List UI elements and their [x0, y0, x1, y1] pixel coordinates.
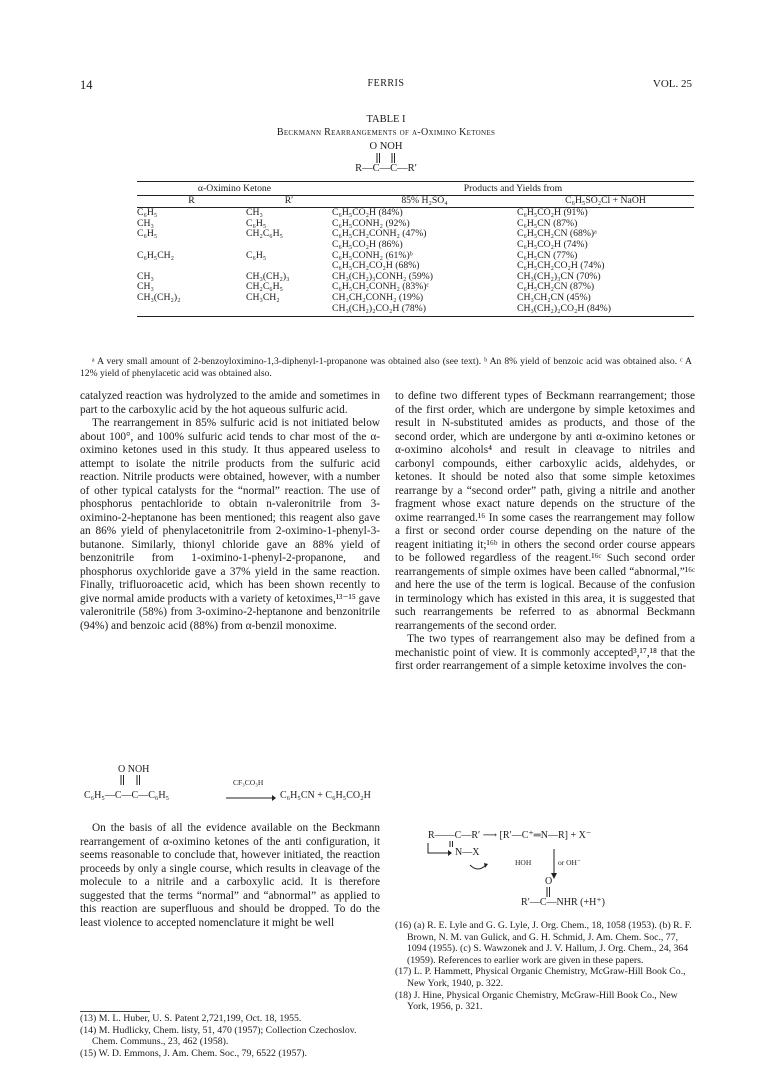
table-row: [137, 293, 694, 304]
table-cell: C₆H₅CH₂CONH₂ (83%)ᶜ: [332, 281, 429, 293]
structure-bottom: R—C—C—R′: [355, 163, 417, 174]
scheme-line-2: N—X: [455, 847, 480, 858]
table-cell: C₆H₅CH₂CONH₂ (47%): [332, 228, 427, 240]
table-footnote: ᵃ A very small amount of 2-benzoyloximino-1,3-diphenyl-1-propanone was obtained also (see text). ᵇ An 8% yield of benzoic acid was obtained also. ᶜ A 12% yield of phenylacetic acid was obtained also.: [80, 356, 692, 379]
table-cell: C₆H₅CH₂CO₂H (68%): [332, 260, 420, 272]
reference-13: (13) M. L. Huber, U. S. Patent 2,721,199, Oct. 18, 1955.: [80, 1013, 302, 1024]
right-paragraph-2: The two types of rearrangement also may be defined from a mechanistic point of view. It is commonly accepted³,¹⁷,¹⁸ that the first order rearrangement of a simple ketoxime involves the con-: [395, 633, 695, 672]
table-row: [137, 229, 694, 240]
table-cell: CH₃CH₂: [246, 291, 280, 303]
table-cell: C₆H₅CO₂H (91%): [517, 207, 588, 219]
col-header-h2so4: 85% H₂SO₄: [332, 195, 517, 208]
table-cell: CH₃: [137, 270, 154, 282]
table-cell: C₆H₅CO₂H (86%): [332, 238, 403, 250]
table-cell: C₆H₅CH₂: [137, 249, 175, 261]
equation-reactant: C₆H₅—C—C—C₆H₅: [84, 790, 170, 801]
scheme-line-1: R——C—R′ ⟶ [R′—C⁺═N—R] + X⁻: [428, 830, 592, 841]
table-caption: TABLE I: [366, 114, 406, 125]
table-title: Beckmann Rearrangements of α-Oximino Ketones: [276, 127, 496, 138]
col-header-r: R: [137, 195, 246, 208]
footnote-rule-left: [80, 1011, 150, 1012]
reference-16: (16) (a) R. E. Lyle and G. G. Lyle, J. Org. Chem., 18, 1058 (1953). (b) R. F. Brown, N. M. van Gulick, and G. H. Schmid, J. Am. Chem. Soc., 77, 1094 (1955). (c) S. Wawzonek and J. V. Hallum, J. Org. Chem., 24, 364 (1959). References to earlier work are given in these papers.: [395, 920, 692, 966]
table-cell: C₆H₅CONH₂ (92%): [332, 217, 410, 229]
left-column-continued: [80, 822, 380, 930]
table-cell: [246, 304, 332, 317]
table-cell: C₆H₅CO₂H (74%): [517, 238, 588, 250]
table-cell: C₆H₅CONH₂ (61%)ᵇ: [332, 249, 413, 261]
running-author: FERRIS: [367, 78, 405, 89]
right-references: [395, 920, 695, 1013]
page-number: 14: [80, 78, 93, 92]
scheme-arrows-icon: [424, 841, 564, 881]
table-cell: CH₃(CH₂)₃CONH₂ (59%): [332, 270, 433, 282]
table-cell: C₆H₅CO₂H (84%): [332, 207, 403, 219]
table-cell: CH₃: [137, 281, 154, 293]
table-cell: CH₂C₆H₅: [246, 228, 284, 240]
reference-15: (15) W. D. Emmons, J. Am. Chem. Soc., 79, 6522 (1957).: [80, 1047, 307, 1059]
reference-17: (17) L. P. Hammett, Physical Organic Chemistry, McGraw-Hill Book Co., New York, 1940, p. 322.: [395, 966, 686, 989]
table-cell: CH₃(CH₂)₂CO₂H (84%): [517, 304, 694, 317]
table-cell: CH₃CH₂CONH₂ (19%): [332, 291, 424, 303]
equation-products: C₆H₅CN + C₆H₅CO₂H: [280, 790, 371, 801]
table-cell: CH₃: [137, 217, 154, 229]
col-header-r-prime: R′: [246, 195, 332, 208]
table-cell: CH₃(CH₂)₂: [137, 291, 181, 303]
reaction-arrow-icon: [226, 794, 276, 802]
table-row: [137, 304, 694, 317]
volume-label: VOL. 25: [652, 78, 692, 90]
table-cell: [137, 240, 246, 251]
scheme-oxygen: O: [545, 876, 553, 887]
table-cell: [246, 240, 332, 251]
group-header-ketone: α-Oximino Ketone: [137, 182, 332, 196]
table-cell: C₆H₅: [246, 249, 267, 261]
table-row: [137, 240, 694, 251]
group-header-products: Products and Yields from: [332, 182, 694, 196]
scheme-hoh: HOH: [515, 858, 532, 867]
scheme-or-oh: or OH⁻: [558, 858, 581, 867]
table-cell: C₆H₅CN (77%): [517, 249, 578, 261]
reference-18: (18) J. Hine, Physical Organic Chemistry, McGraw-Hill Book Co., New York, 1956, p. 321.: [395, 989, 678, 1013]
table-cell: C₆H₅: [137, 228, 158, 240]
right-column: [395, 390, 695, 674]
running-header: [80, 78, 692, 94]
table-cell: C₆H₅CH₂CN (68%)ᵃ: [517, 228, 597, 240]
scheme-product: R′—C—NHR (+H⁺): [521, 897, 605, 908]
table-cell: CH₃: [246, 207, 263, 219]
table-cell: CH₃CH₂CN (45%): [517, 291, 591, 303]
table-cell: C₆H₅: [137, 207, 158, 219]
equation-bonds: [118, 774, 178, 786]
right-paragraph-1: to define two different types of Beckmann rearrangement; those of the first order, which are undergone by simple ketoximes and result in N-substituted amides as products, and those of the second order, which are undergone by anti α-oximino ketones or α-oximino alcohols⁴ and result in cleavage to nitriles and carbonyl compounds, either carboxylic acids, aldehydes, or ketones. It should be noted also that some simple ketoximes rearrange by a “second order” path, giving a nitrile and another fragment whose exact nature depends on the structure of the oxime rearranged.¹⁶ In some cases the rearrangement may follow a first or second order course depending on the nature of the reagent initiating it;¹⁶ᵇ in others the second order course appears to be followed regardless of the reagent.¹⁶ᶜ Such second order rearrangements of simple oximes have been called “abnormal,”¹⁶ᶜ and here the use of the term is logical. Because of the confusion in terminology which has existed in this area, it is suggested that such rearrangements be referred to as abnormal Beckmann rearrangements of the second order.: [395, 390, 695, 632]
table-cell: [137, 304, 246, 317]
table-cell: C₆H₅CH₂CO₂H (74%): [517, 260, 605, 272]
equation-top: O NOH: [118, 764, 150, 775]
left-paragraph-1: catalyzed reaction was hydrolyzed to the amide and sometimes in part to the carboxylic acid by the hot aqueous sulfuric acid.: [80, 390, 380, 416]
left-column: [80, 390, 380, 633]
table-cell: C₆H₅CH₂CN (87%): [517, 281, 595, 293]
table-cell: CH₃(CH₂)₃: [246, 270, 290, 282]
table-cell: C₆H₅CN (87%): [517, 217, 578, 229]
equation-reagent: CF₃CO₃H: [233, 778, 264, 787]
left-references: [80, 1013, 380, 1059]
col-header-sulfonyl: C₆H₅SO₂Cl + NaOH: [517, 195, 694, 208]
left-paragraph-3: On the basis of all the evidence available on the Beckmann rearrangement of α-oximino ketones of the anti configuration, it seems reasonable to conclude that, however initiated, the reaction proceeds by only a single course, which results in cleavage of the molecule to a nitrile and a carboxylic acid. It is therefore suggested that the terms “normal” and “abnormal” as applied to this reaction are superfluous and should be dropped. To do the least violence to accepted nomenclature it might be well: [80, 822, 380, 929]
structure-top: O NOH: [369, 141, 403, 152]
table-cell: CH₃(CH₂)₃CN (70%): [517, 270, 601, 282]
table-cell: C₆H₅: [246, 217, 267, 229]
reference-14: (14) M. Hudlicky, Chem. listy, 51, 470 (1957); Collection Czechoslov. Chem. Communs., 23, 462 (1958).: [80, 1024, 357, 1048]
table-cell: CH₃(CH₂)₂CO₂H (78%): [332, 304, 517, 317]
table-row: [137, 208, 694, 219]
data-table: [137, 181, 694, 317]
left-paragraph-2: The rearrangement in 85% sulfuric acid is not initiated below about 100°, and 100% sulfuric acid tends to char most of the α-oximino ketones used in this study. It thus appeared useless to attempt to isolate the nitrile products from the sulfuric acid reaction. Nitrile products were obtained, however, with a number of other typical catalysts for the “normal” reaction. The use of phosphorus pentachloride to obtain n-valeronitrile from 3-oximino-2-heptanone has been mentioned; this reagent also gave an 86% yield of phenylacetonitrile from 2-oximino-1-phenyl-3-butanone. Similarly, thionyl chloride gave an 88% yield of benzonitrile from 1-oximino-1-phenyl-2-propanone, and phosphorus oxychloride gave a 37% yield in the same reaction. Finally, trifluoroacetic acid, which has been shown recently to give normal amide products with a variety of ketoximes,¹³⁻¹⁵ gave valeronitrile (58%) from 3-oximino-2-heptanone and benzonitrile (94%) and benzoic acid (88%) from α-benzil monoxime.: [80, 417, 380, 632]
table-cell: CH₂C₆H₅: [246, 281, 284, 293]
